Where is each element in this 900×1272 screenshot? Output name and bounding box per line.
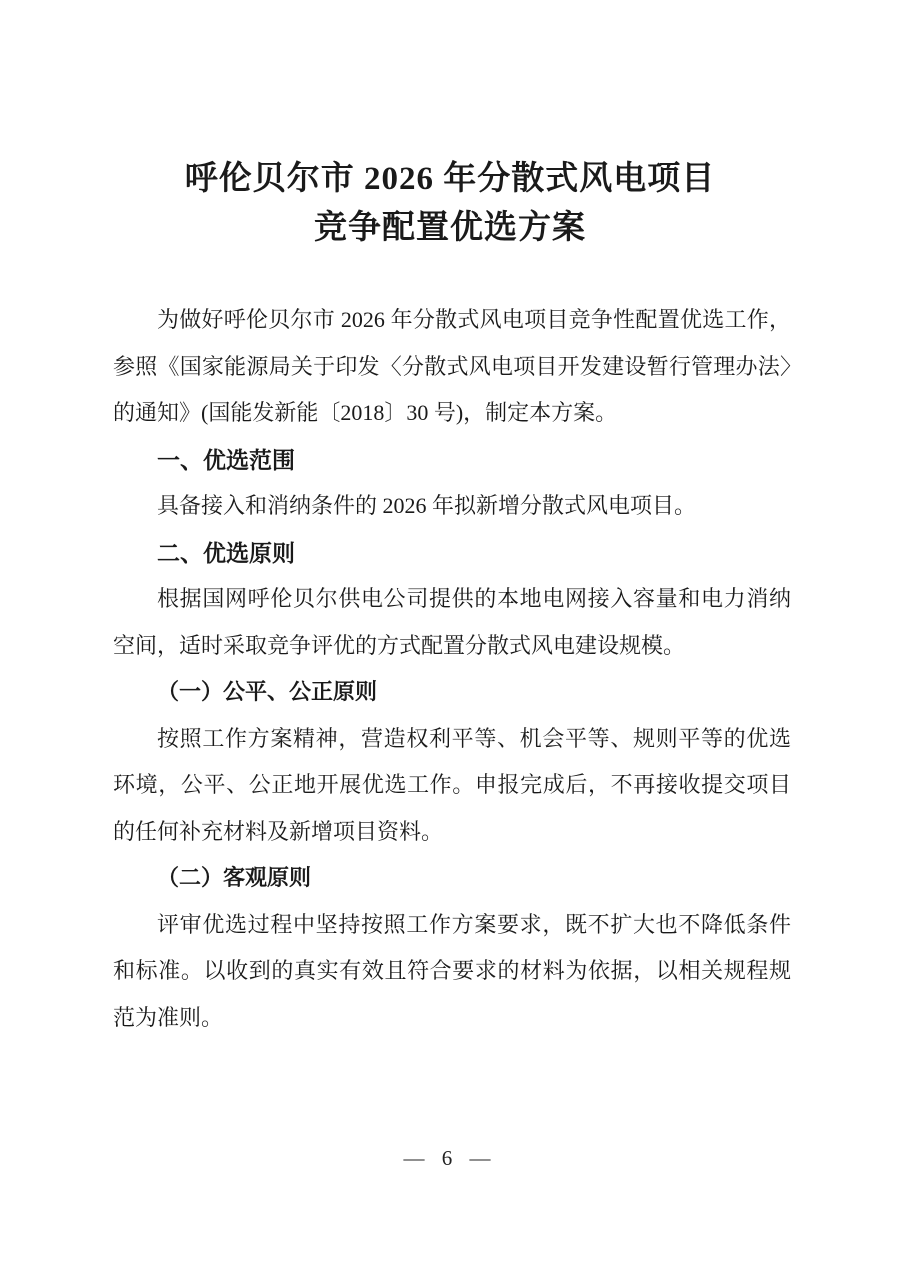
paragraph-fairness: 按照工作方案精神，营造权利平等、机会平等、规则平等的优选环境，公平、公正地开展优选工作。申报完成后，不再接收提交项目的任何补充材料及新增项目资料。	[113, 725, 791, 844]
section-heading-1: 一、优选范围	[157, 446, 295, 473]
paragraph-objectivity: 评审优选过程中坚持按照工作方案要求，既不扩大也不降低条件和标准。以收到的真实有效且符合要求的材料为依据，以相关规程规范为准则。	[113, 911, 791, 1030]
title-line-2: 竞争配置优选方案	[314, 210, 586, 246]
paragraph-intro: 为做好呼伦贝尔市 2026 年分散式风电项目竞争性配置优选工作，参照《国家能源局关于印发〈分散式风电项目开发建设暂行管理办法〉的通知》(国能发新能〔2018〕30 号)，制定本方案。	[113, 307, 791, 425]
title-line-1: 呼伦贝尔市 2026 年分散式风电项目	[184, 161, 716, 197]
page-title	[0, 155, 900, 253]
subsection-heading-objectivity: （二）客观原则	[157, 865, 312, 890]
page-footer	[0, 1146, 900, 1171]
document-body	[113, 297, 791, 1041]
subsection-heading-fairness: （一）公平、公正原则	[157, 679, 378, 704]
section-heading-2: 二、优选原则	[157, 539, 295, 566]
page-number: — 6 —	[403, 1146, 497, 1170]
paragraph-principles-intro: 根据国网呼伦贝尔供电公司提供的本地电网接入容量和电力消纳空间，适时采取竞争评优的方式配置分散式风电建设规模。	[113, 586, 791, 658]
paragraph-scope: 具备接入和消纳条件的 2026 年拟新增分散式风电项目。	[157, 493, 697, 518]
